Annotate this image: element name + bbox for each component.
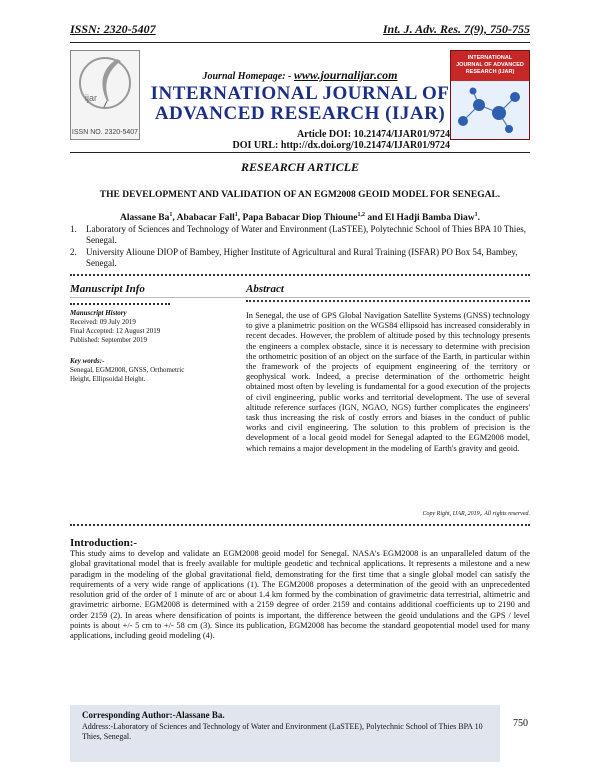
corresponding-author-box (70, 705, 500, 762)
article-type: RESEARCH ARTICLE (241, 160, 359, 174)
corresponding-author-label: Corresponding Author:-Alassane Ba. (82, 710, 225, 720)
manuscript-history-label: Manuscript History (70, 309, 127, 317)
corresponding-address: Address:-Laboratory of Sciences and Technology of Water and Environment (LaSTEE), Polytechnic School of Thies BPA 10 Thies, Senegal. (82, 721, 483, 741)
keywords-list: Senegal, EGM2008, GNSS, Orthometric Height, Ellipsoidal Height. (70, 366, 185, 383)
section-divider (70, 270, 530, 276)
journal-reference: Int. J. Adv. Res. 7(9), 750-755 (382, 22, 530, 36)
manuscript-info-panel (70, 300, 230, 384)
author-affiliation-marker: 1,2 (357, 212, 366, 218)
logo-issn: ISSN NO. 2320-5407 (71, 129, 139, 136)
homepage-label: Journal Homepage: - (202, 71, 292, 82)
paper-title: THE DEVELOPMENT AND VALIDATION OF AN EGM2008 GEOID MODEL FOR SENEGAL. (99, 190, 501, 200)
author-name: Ababacar Fall (176, 213, 235, 224)
author-list: Alassane Ba$^1$, Ababacar Fall$^1$, Papa Babacar Diop Thioune$^{1,2}$ and El Hadji Bamba Diaw$^1$. (120, 212, 480, 224)
issn-label: ISSN: 2320-5407 (70, 22, 156, 36)
page-number: 750 (513, 718, 528, 729)
doi-url[interactable]: DOI URL: http://dx.doi.org/10.21474/IJAR01/9724 (232, 140, 450, 151)
affiliation-number: 1. (70, 224, 77, 234)
copyright-notice: Copy Right, IJAR, 2019,. All rights reserved. (422, 511, 530, 517)
author-affiliation-marker: 1 (474, 212, 478, 218)
author-name: Alassane Ba (120, 213, 170, 224)
logo-abbreviation: ijar (85, 93, 98, 103)
quill-icon (71, 51, 141, 111)
affiliation-number: 2. (70, 247, 77, 257)
published-date: Published: September 2019 (70, 336, 147, 344)
abstract-body: In Senegal, the use of GPS Global Navigation Satellite Systems (GNSS) technology to give a planimetric position on the WGS84 ellipsoid has increased considerably in recent decades. However, the problem of altitude posed by this technology presents the engineers a complex obstacle, since it is necessary to determine with precision the orthometric position of an object on the surface of the Earth, in particular within the framework of the projects of equipment engineering of the territory or geophysical work. Indeed, a precise determination of the orthometric height obtained most often by leveling is fundamental for a good execution of the projects of civil engineering, public works and territorial development. The use of several altitude reference surfaces (IGN, NGAO, NGS) further complicates the engineers' task thus increasing the risk of costly errors and biases in the conduct of public works and civil engineering. The solution to this problem of precision is the development of a local geoid model for Senegal adapted to the EGM2008 model, which remains a major development in the modeling of Earth's gravity and geoid. (246, 311, 530, 453)
introduction-body: This study aims to develop and validate an EGM2008 geoid model for Senegal. NASA's EGM2008 is an unparalleled datum of the global gravitational model that is freely available for multiple geodetic and technical applications. It represents a milestone and a new paradigm in the modeling of the global gravitational field, demonstrating for the first time that a single global model can satisfy the requirements of a very wide range of applications (1). The EGM2008 proposes a determination of the geoid with an unprecedented resolution grid of the order of 1 minute of arc or about 1.4 km formed by the combination of gravimetric data terrestrial, altimetric and gravimetric airborne. EGM2008 is determined with a 2159 degree of order 2159 and contains additional coefficients up to 2190 and order 2159 (2). In areas where densification of points is important, the difference between the geoid undulations and the GPS / level points is about +/- 5 cm to +/- 58 cm (3). Since its publication, EGM2008 has become the standard geopotential model used for many applications, including geoid modeling (4). (70, 549, 530, 641)
journal-title-line1: INTERNATIONAL JOURNAL OF (150, 83, 450, 104)
author-affiliation-marker: 1 (169, 212, 173, 218)
section-divider (70, 520, 530, 526)
keywords-label: Key words:- (70, 357, 105, 365)
journal-title-line2: ADVANCED RESEARCH (IJAR) (154, 103, 446, 124)
journal-cover-image (450, 50, 530, 140)
running-header (70, 22, 530, 42)
final-accepted-date: Final Accepted: 12 August 2019 (70, 327, 161, 335)
manuscript-divider (70, 301, 170, 305)
header-rule (70, 42, 530, 43)
affiliation-2 (70, 247, 530, 269)
author-affiliation-marker: 1 (234, 212, 238, 218)
author-name: El Hadji Bamba Diaw (385, 213, 475, 224)
masthead-rule (70, 152, 530, 153)
affiliation-text: University Alioune DIOP of Bambey, Higher Institute of Agricultural and Rural Training (ISFAR) PO Box 54, Bambey, Senegal. (86, 247, 518, 268)
abstract-divider (246, 296, 530, 302)
received-date: Received: 09 July 2019 (70, 318, 136, 326)
manuscript-info-heading: Manuscript Info (70, 283, 145, 295)
journal-logo (70, 50, 140, 140)
affiliation-text: Laboratory of Sciences and Technology of Water and Environment (LaSTEE), Polytechnic School of Thies BPA 10 Thies, Senegal. (86, 224, 527, 245)
affiliation-1 (70, 224, 530, 246)
abstract-heading: Abstract (246, 283, 284, 295)
molecule-graphic (451, 81, 530, 139)
journal-masthead (150, 68, 450, 123)
cover-title: INTERNATIONAL JOURNAL OF ADVANCED RESEARCH (IJAR) (456, 55, 524, 75)
introduction-heading: Introduction:- (70, 537, 138, 549)
homepage-line (150, 68, 450, 83)
article-doi: Article DOI: 10.21474/IJAR01/9724 (296, 129, 450, 140)
homepage-link[interactable]: www.journalijar.com (293, 68, 398, 82)
author-name: Papa Babacar Diop Thioune (242, 213, 358, 224)
